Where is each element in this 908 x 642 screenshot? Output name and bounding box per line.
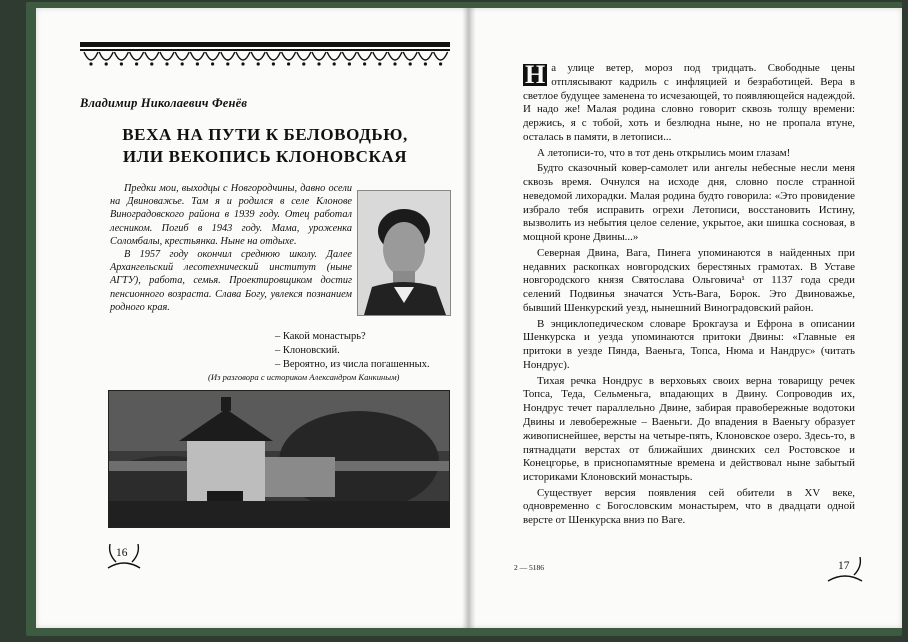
article-title bbox=[80, 124, 450, 168]
monastery-photo-icon bbox=[108, 390, 450, 528]
epigraph-source: (Из разговора с историком Александром Канкиным) bbox=[208, 372, 400, 382]
body-paragraph: А летописи-то, что в тот день открылись моим глазам! bbox=[537, 146, 791, 159]
bio-paragraph: В 1957 году окончил среднюю школу. Далее Архангельский лесотехнический институт (ныне АГТУ), работа, семья. Проектировщиком достиг пенсионного возраста. Слава Богу, увлекся познанием родного края. bbox=[110, 249, 352, 313]
body-paragraph: Будто сказочный ковер-самолет или ангелы небесные несли меня сквозь время. Очнулся на исходе дня, словно после странной неведомой лихорадки. Малая родина будто говорила: «Это провидение избрало тебя исправить огрехи Летописи, восстановить Истину, вызволить из небытия целое селение, укрытое, аки шишка сосновая, в мощной кроне Двины...» bbox=[523, 162, 855, 244]
portrait-photo-icon bbox=[357, 190, 451, 316]
page-number-right: 17 bbox=[838, 560, 850, 572]
bio-paragraph: Предки мои, выходцы с Новгородчины, давно осели на Двиноважье. Там я и родился в селе Клонове Виноградовского района в 1939 году. Отец работал лесником. Погиб в 1943 году. Мама, уроженка Соломбалы, крестьянка. Ныне на отдыхе. bbox=[110, 183, 352, 247]
page-number-left: 16 bbox=[116, 547, 128, 559]
body-paragraph: Северная Двина, Вага, Пинега упоминаются в найденных при недавних раскопках новгородских берестяных грамотах. В Уставе новгородского князя Святослава Ольговича¹ от 1137 года среди селений Подвинья значатся Усть-Вага, Борок. Это Двиноважье, бывший Шенкурский уезд, нынешний Виноградовский район. bbox=[523, 246, 855, 314]
ornament-border-icon bbox=[80, 42, 450, 72]
body-paragraph-text: а улице ветер, мороз под тридцать. Свободные цены отплясывают кадриль с инфляцией и безработицей. Вера в светлое будущее заменена то исчезающей, то появляющейся надеждой. И надо же! Малая родина словно говорит сквозь толщу времени: держись, я с тобой, хоть и безлюдна ныне, но не пропала втуне, осталась в памяти, в летописи... bbox=[523, 62, 855, 143]
book-gutter bbox=[462, 8, 476, 628]
dialog-line: – Клоновский. bbox=[275, 345, 340, 356]
body-paragraph bbox=[523, 62, 855, 145]
body-paragraph: В энциклопедическом словаре Брокгауза и Ефрона в описании Шенкурска и уезда упоминаются притоки Двины: «Главные ея притоки в уезде Пянда, Ваеньга, Топса, Нюма и Нандрус» (читать Нондрус). bbox=[523, 317, 855, 371]
body-paragraph: Тихая речка Нондрус в верховьях своих верна товарищу речек Топса, Теда, Сельменьга, впадающих в Двину. Сопроводив их, Нондрус течет параллельно Двине, забирая правобережные водотоки Двины и левобережные – Ваеньги. До впадения в Ваеньгу образует живописнейшее, версты на четыре-пять, Клоновское озеро. Здесь-то, в пятнадцати верстах от ближайших двинских сел Ростовское и Конецгорье, в приснопамятные времена и действовал ныне забытый историками Клоновский монастырь. bbox=[523, 374, 855, 484]
drop-cap: Н bbox=[525, 60, 546, 89]
epigraph-dialog bbox=[275, 330, 455, 372]
signature-mark: 2 — 5186 bbox=[514, 563, 544, 572]
author-bio bbox=[110, 182, 352, 314]
body-paragraph: Существует версия появления сей обители в XV веке, одновременно с Богословским монастырем, что в двадцати одной версте от Шенкурска вниз по Ваге. bbox=[523, 486, 855, 527]
title-line-1: ВЕХА НА ПУТИ К БЕЛОВОДЬЮ, bbox=[122, 125, 408, 144]
dialog-line: – Вероятно, из числа погашенных. bbox=[275, 359, 430, 370]
title-line-2: ИЛИ ВЕКОПИСЬ КЛОНОВСКАЯ bbox=[122, 147, 408, 166]
dialog-line: – Какой монастырь? bbox=[275, 331, 366, 342]
article-body bbox=[523, 62, 855, 530]
author-name: Владимир Николаевич Фенёв bbox=[80, 96, 248, 110]
